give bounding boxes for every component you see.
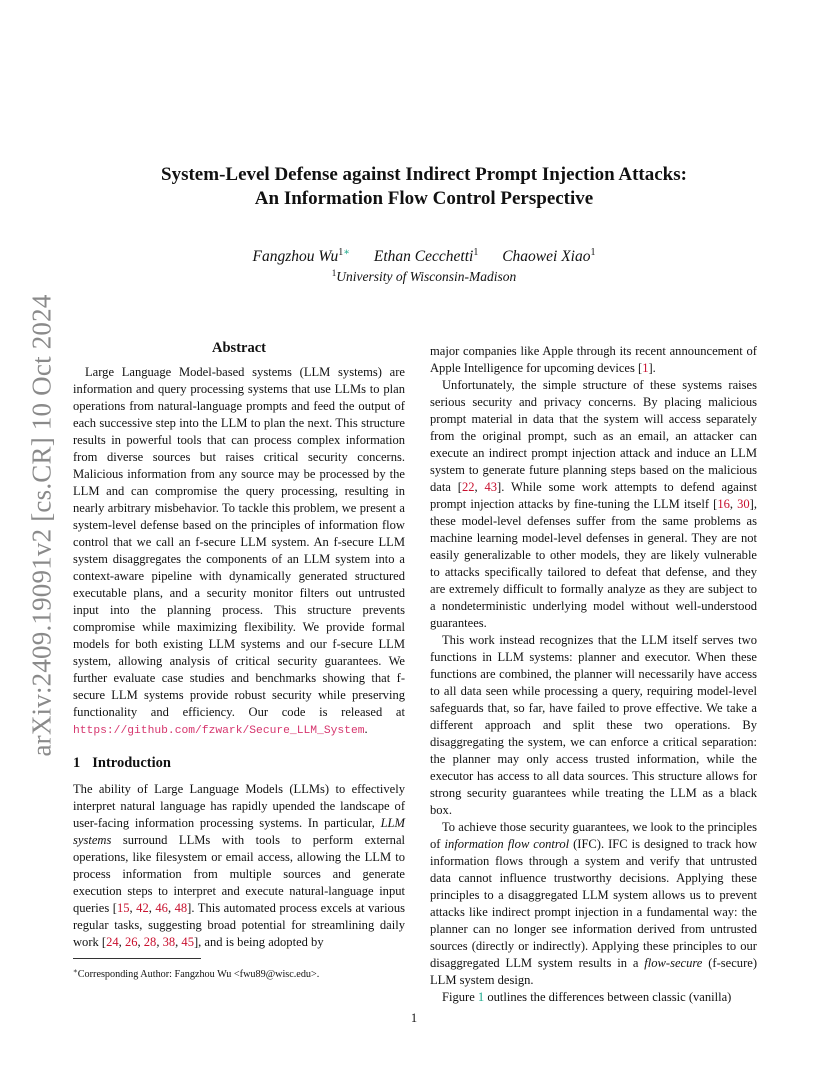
citation-link[interactable]: 38	[162, 935, 176, 949]
text-run: (IFC). IFC is designed to track how information flows through a system and verify that untrusted data cannot influence trustworthy decisions. Applying these principles to a disaggregated LLM system allows us to prevent attacks like indirect prompt injection in a fundamental way: the planner can no longer see information derived from untrusted sources (directly or indirectly). Applying these principles to our disaggregated LLM system results in a	[430, 837, 758, 970]
left-column	[73, 340, 405, 951]
text-run: (f-secure) LLM system design.	[430, 956, 758, 987]
paragraph	[430, 819, 757, 989]
text-run: Unfortunately, the simple structure of these systems raises serious security and privacy concerns. By placing malicious prompt material in data that the system will access separately from the original prompt, such as an email, an attacker can execute an indirect prompt injection attack and induce an LLM system to generate future planning steps based on the malicious data [	[430, 378, 757, 494]
affiliation-text: University of Wisconsin-Madison	[336, 269, 517, 284]
section-title: Introduction	[92, 755, 171, 771]
text-run: ]. This automated process excels at various regular tasks, suggesting broad potential for streamlining daily work [	[73, 901, 405, 949]
citation-link[interactable]: 1	[642, 361, 649, 375]
author-affil-mark: 1	[590, 247, 596, 258]
citation-link[interactable]: 48	[174, 901, 188, 915]
affiliation	[100, 264, 748, 286]
text-run: major companies like Apple through its recent announcement of Apple Intelligence for upcoming devices [	[430, 344, 757, 375]
paragraph: Unfortunately, the simple structure of these systems raises serious security and privacy concerns. By placing malicious prompt material in data that the system will access separately from the original prompt, such as an email, an attacker can execute an indirect prompt injection attack and induce an LLM system to generate future planning steps based on the malicious data [22, 43]. While some work attempts to defend against prompt injection attacks by fine-tuning the LLM itself [16, 30], these model-level defenses suffer from the same problems as machine learning model-level defenses in general. They are not easily generalizable to other models, they are likely vulnerable to attacks specifically tailored to defeat that defense, and they are extremely difficult to formally analyze as they are subject to a nondeterministic underlying model without well-understood guarantees.	[430, 378, 757, 630]
footnote-mark: ∗	[73, 967, 78, 975]
right-column	[430, 343, 757, 1006]
footnote-text: Corresponding Author: Fangzhou Wu <fwu89@wisc.edu>.	[77, 969, 320, 980]
citation-link[interactable]: 30	[737, 497, 750, 511]
corresponding-author-mark[interactable]: ∗	[343, 247, 351, 258]
page-number: 1	[410, 1011, 418, 1025]
emphasis: flow-secure	[644, 956, 703, 970]
emphasis: information flow control	[444, 837, 570, 851]
citation-link[interactable]: 42	[136, 901, 149, 915]
section-number: 1	[73, 755, 81, 771]
paper-title	[100, 163, 748, 211]
text-run: ].	[648, 361, 656, 375]
paragraph	[430, 989, 757, 1006]
author	[502, 248, 595, 265]
text-run: surround LLMs with tools to perform external operations, like filesystem or email access, allowing the LLM to process information from multiple sources and generate execution steps to interpret and execute natural-language input queries [	[73, 833, 406, 915]
abstract-heading: Abstract	[212, 340, 266, 356]
citation-link[interactable]: 26	[124, 935, 138, 949]
footnote-rule	[73, 958, 201, 959]
citation-link[interactable]: 43	[484, 480, 498, 494]
emphasis: LLM systems	[73, 816, 405, 847]
citation-link[interactable]: 16	[717, 497, 730, 511]
title-line-2: An Information Flow Control Perspective	[254, 188, 594, 209]
footnote	[73, 964, 405, 982]
text-run: outlines the differences between classic (vanilla)	[487, 990, 732, 1004]
author-name: Chaowei Xiao	[502, 248, 591, 265]
text-run: To achieve those security guarantees, we look to the principles of	[430, 820, 757, 851]
abstract-end: .	[364, 722, 368, 736]
citation-link[interactable]: 46	[155, 901, 168, 915]
text-run: ], these model-level defenses suffer from the same problems as machine learning model-level defenses in general. They are not easily generalizable to other models, they are likely vulnerable to attacks specifically tailored to defeat that defense, and they are extremely difficult to formally analyze as they are subject to a nondeterministic underlying model without well-understood guarantees.	[430, 497, 757, 630]
citation-link[interactable]: 28	[143, 935, 157, 949]
author-name: Fangzhou Wu	[252, 248, 339, 265]
citation-link[interactable]: 45	[181, 935, 194, 949]
section-heading-introduction	[73, 755, 405, 772]
code-url-link[interactable]: https://github.com/fzwark/Secure_LLM_System	[73, 725, 365, 737]
citation-link[interactable]: 22	[461, 480, 475, 494]
paragraph: This work instead recognizes that the LLM itself serves two functions in LLM systems: planner and executor. When these functions are combined, the planner will necessarily have access to all data seen while processing a query, requiring model-level safeguards that, so far, have failed to prove effective. We take a different approach and split these two operations. By disaggregating the system, we can enforce a critical separation: the planner may only access trusted information, while the executor has access to all data sources. This structure allows for strong security guarantees while treating the LLM as a black box.	[430, 633, 757, 817]
text-run: ], and is being adopted by	[193, 935, 324, 949]
arxiv-stamp	[22, 290, 62, 760]
paragraph	[430, 343, 757, 377]
intro-paragraph: The ability of Large Language Models (LLMs) to effectively interpret natural language has rapidly upended the landscape of user-facing information processing systems. In particular, LLM systems surround LLMs with tools to perform external operations, like filesystem or email access, allowing the LLM to process information from multiple sources and generate execution steps to interpret and execute natural-language input queries [15, 42, 46, 48]. This automated process excels at various regular tasks, suggesting broad potential for streamlining daily work [24, 26, 28, 38, 45], and is being adopted by	[73, 782, 406, 949]
abstract-text: Large Language Model-based systems (LLM systems) are information and query processing systems that use LLMs to plan operations from natural-language prompts and feed the output of each successive step into the LLM to plan the next. This structure results in powerful tools that can process complex information from diverse sources but raises critical security concerns. Malicious information from any source may be processed by the LLM and can compromise the query processing, resulting in nearly arbitrary misbehavior. To tackle this problem, we present a system-level defense based on the principles of information flow control that we call an f-secure LLM system. An f-secure LLM system disaggregates the components of an LLM system into a context-aware pipeline with dynamically generated structured executable plans, and a security monitor filters out untrusted input into the planning process. This structure prevents compromise while maximizing flexibility. We provide formal models for both existing LLM systems and our f-secure LLM system, allowing analysis of critical security guarantees. We further evaluate case studies and benchmarks showing that f-secure LLM systems provide robust security while preserving functionality and efficiency. Our code is released at	[73, 365, 405, 719]
author	[253, 248, 350, 265]
text-run: ]. While some work attempts to defend against prompt injection attacks by fine-tuning the LLM itself [	[430, 480, 757, 511]
citation-link[interactable]: 15	[116, 901, 130, 915]
affiliation-mark: 1	[331, 268, 337, 278]
author	[374, 248, 478, 265]
text-run: The ability of Large Language Models (LLMs) to effectively interpret natural language has rapidly upended the landscape of user-facing information processing systems. In particular,	[73, 782, 405, 830]
arxiv-stamp-text: arXiv:2409.19091v2 [cs.CR] 10 Oct 2024	[26, 293, 57, 757]
author-name: Ethan Cecchetti	[373, 248, 474, 265]
author-affil-mark: 1	[338, 247, 344, 258]
author-affil-mark: 1	[473, 247, 479, 258]
abstract-body	[73, 364, 405, 740]
figure-reference-link[interactable]: 1	[477, 990, 485, 1004]
citation-link[interactable]: 24	[106, 935, 119, 949]
text-run: Figure	[442, 990, 475, 1004]
title-line-1: System-Level Defense against Indirect Prompt Injection Attacks:	[161, 164, 687, 185]
